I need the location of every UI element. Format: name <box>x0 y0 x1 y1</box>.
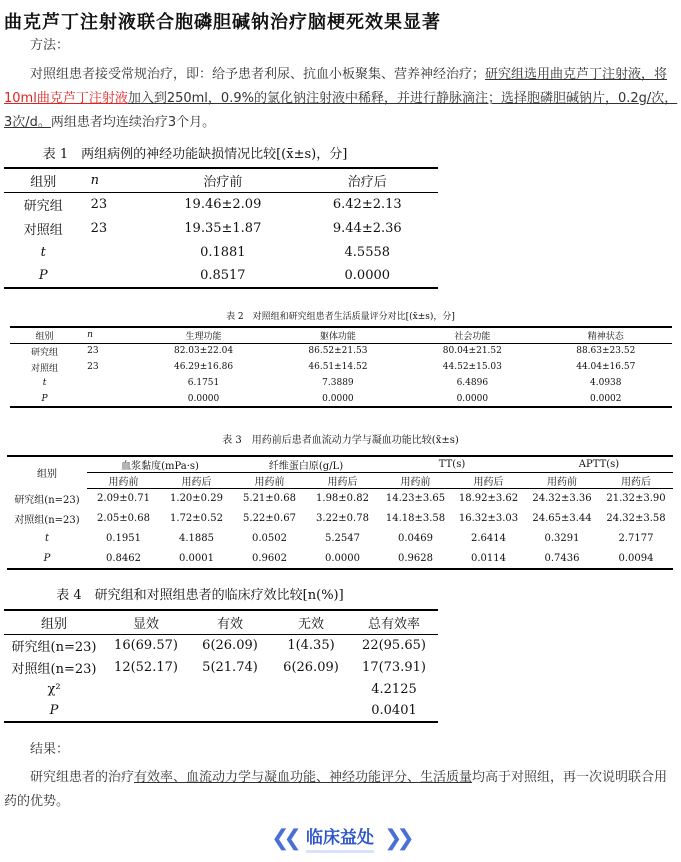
table3-sub-row <box>7 473 673 489</box>
table-cell: 0.0000 <box>306 549 379 569</box>
results-paragraph <box>4 766 678 814</box>
table-cell <box>83 240 150 264</box>
table3-group: TT(s) <box>379 456 525 473</box>
table3-group: 纤维蛋白原(g/L) <box>233 456 379 473</box>
table-cell: 88.63±23.52 <box>576 346 636 357</box>
table2-header: 生理功能 <box>136 327 270 343</box>
table-cell: 0.9602 <box>233 549 306 569</box>
table-cell: 0.0094 <box>599 549 673 569</box>
table-cell: 6.42±2.13 <box>332 196 402 212</box>
table4-header: 显效 <box>104 610 188 634</box>
table3-subheader: 用药后 <box>452 473 525 489</box>
methods-study-detail: 加入到250ml，0.9%的氯化钠注射液中稀释，并进行静脉滴注；选择胞磷胆碱钠片，0.2g/次，3次/d。 <box>4 91 678 130</box>
table-cell: 研究组(n=23) <box>11 639 97 655</box>
table-cell: P <box>10 391 79 407</box>
methods-duration: 两组患者均连续治疗3个月。 <box>50 115 216 130</box>
table-cell: 0.3291 <box>544 533 580 544</box>
table-row <box>4 192 438 216</box>
table-cell: 7.3889 <box>322 378 354 388</box>
table1-header-row <box>4 168 438 192</box>
table-cell: 24.32±3.58 <box>606 513 666 524</box>
table2-header: n <box>79 327 136 343</box>
table-cell: 2.6414 <box>471 533 506 544</box>
table2-header: 社会功能 <box>405 327 539 343</box>
table-cell: 6.1751 <box>187 378 220 388</box>
table-cell: 6(26.09) <box>202 637 258 653</box>
table4 <box>4 609 438 723</box>
table2-header: 躯体功能 <box>271 327 405 343</box>
chevron-right-icon: ❯❯ <box>384 825 409 851</box>
table1-caption: 表 1 两组病例的神经功能缺损情况比较[(x̄±s)，分] <box>42 147 348 162</box>
table-cell: 0.8462 <box>87 549 160 569</box>
table-cell: 0.0114 <box>452 549 525 569</box>
table-cell: 23 <box>90 220 108 236</box>
methods-paragraph <box>4 63 678 135</box>
table-cell: 46.51±14.52 <box>308 362 368 372</box>
table-cell: 5.22±0.67 <box>243 513 296 524</box>
table-row <box>4 656 438 678</box>
table-cell: 5(21.74) <box>202 659 258 675</box>
table-row <box>7 529 673 549</box>
table-row <box>4 678 438 700</box>
table-cell: t <box>42 378 47 388</box>
table1-header: 治疗后 <box>297 168 438 192</box>
table-cell: 5.21±0.68 <box>243 493 296 505</box>
table1-header: 组别 <box>4 168 83 192</box>
table-cell: 研究组 <box>31 347 59 358</box>
table-cell: P <box>4 264 83 288</box>
results-lead: 研究组患者的治疗 <box>30 770 135 785</box>
table-cell: 0.7436 <box>525 549 599 569</box>
table-cell: 12(52.17) <box>114 659 178 675</box>
table3 <box>7 455 673 570</box>
results-metrics: 有效率、血流动力学与凝血功能、神经功能评分、生活质量 <box>134 770 473 785</box>
table3-group: APTT(s) <box>525 456 673 473</box>
table-cell: 对照组(n=23) <box>14 515 80 526</box>
methods-dose-highlight: 10ml曲克芦丁注射液 <box>4 91 128 106</box>
table-cell: 0.0401 <box>350 700 438 722</box>
table-cell: 2.09±0.71 <box>97 493 150 505</box>
table4-header: 总有效率 <box>350 610 438 634</box>
table3-subheader: 用药后 <box>160 473 233 489</box>
table-cell <box>188 678 272 700</box>
table-cell: 0.9628 <box>379 549 452 569</box>
table-cell: 16.32±3.03 <box>458 513 519 524</box>
table-row <box>7 489 673 509</box>
table3-group-row <box>7 456 673 473</box>
table4-header-row <box>4 610 438 634</box>
table-cell: 44.04±16.57 <box>576 362 636 372</box>
table-cell: 14.18±3.58 <box>385 513 446 524</box>
table-cell: 9.44±2.36 <box>332 220 402 236</box>
table-cell <box>79 391 136 407</box>
table-cell: 21.32±3.90 <box>606 493 666 505</box>
table-cell: 4.1885 <box>179 533 214 544</box>
table-cell: 82.03±22.04 <box>173 346 234 357</box>
table-cell: 17(73.91) <box>362 659 426 675</box>
table-cell: 19.46±2.09 <box>184 196 262 212</box>
chevron-left-icon: ❮❮ <box>271 825 296 851</box>
results-conclusion: 均高于对照组，再一次说明联合用药的优势。 <box>4 770 668 809</box>
table-cell: 4.2125 <box>371 681 417 697</box>
table-row <box>10 375 672 391</box>
table-cell: χ² <box>47 681 61 697</box>
table3-header: 组别 <box>7 456 87 489</box>
table-cell: 对照组(n=23) <box>11 661 97 677</box>
table-cell: 研究组 <box>23 198 63 214</box>
table-cell: 1(4.35) <box>287 637 335 653</box>
table-cell: 0.0001 <box>160 549 233 569</box>
table-cell: 44.52±15.03 <box>442 362 502 372</box>
clinical-benefit-banner[interactable] <box>268 822 412 854</box>
article-title: 曲克芦丁注射液联合胞磷胆碱钠治疗脑梗死效果显著 <box>4 12 441 33</box>
table-cell: 2.05±0.68 <box>97 513 150 524</box>
table-cell <box>272 700 350 722</box>
table-cell: 对照组 <box>23 222 63 238</box>
table-cell: 14.23±3.65 <box>385 493 446 505</box>
table-cell: P <box>4 700 104 722</box>
table-cell <box>272 678 350 700</box>
table-row <box>10 359 672 375</box>
table2-header: 组别 <box>10 327 79 343</box>
table-cell: 1.72±0.52 <box>170 513 223 524</box>
table-cell: t <box>40 244 46 260</box>
table-cell: 0.1951 <box>106 533 141 544</box>
table-cell <box>188 700 272 722</box>
table1-header: 治疗前 <box>149 168 296 192</box>
table-cell: 23 <box>90 196 108 212</box>
table-cell: 80.04±21.52 <box>442 346 502 357</box>
table-cell: 23 <box>87 362 99 372</box>
table-cell: 24.65±3.44 <box>532 513 592 524</box>
table-cell: 4.0938 <box>590 378 622 388</box>
table3-subheader: 用药前 <box>525 473 599 489</box>
table-cell: 0.0000 <box>271 391 405 407</box>
banner-label: 临床益处 <box>306 823 374 853</box>
table-cell: 0.0502 <box>252 533 287 544</box>
table4-header: 有效 <box>188 610 272 634</box>
table-cell: 6.4896 <box>456 378 489 388</box>
table-row <box>4 264 438 288</box>
table2-header: 精神状态 <box>540 327 672 343</box>
table1 <box>4 167 438 289</box>
table-cell: 0.1881 <box>200 244 246 260</box>
table-row <box>4 216 438 240</box>
table-cell: 46.29±16.86 <box>173 362 234 372</box>
table-cell <box>83 264 150 288</box>
table-cell: t <box>44 533 50 544</box>
methods-heading: 方法： <box>30 38 70 53</box>
results-heading: 结果： <box>30 742 70 757</box>
table-row <box>7 549 673 569</box>
table-row <box>4 634 438 656</box>
table3-subheader: 用药后 <box>306 473 379 489</box>
table-cell: 5.2547 <box>325 533 360 544</box>
table-cell: 0.0000 <box>297 264 438 288</box>
table-cell: 4.5558 <box>344 244 391 260</box>
table3-subheader: 用药前 <box>87 473 160 489</box>
table-cell: 1.98±0.82 <box>316 493 369 505</box>
table-cell: P <box>7 549 87 569</box>
table-cell: 18.92±3.62 <box>458 493 519 505</box>
table2-header-row <box>10 327 672 343</box>
table-cell: 19.35±1.87 <box>184 220 262 236</box>
table4-caption: 表 4 研究组和对照组患者的临床疗效比较[n(%)] <box>56 588 344 603</box>
table2-caption: 表 2 对照组和研究组患者生活质量评分对比[(x̄±s)，分] <box>226 312 455 322</box>
table3-group: 血浆黏度(mPa·s) <box>87 456 233 473</box>
table-row <box>4 240 438 264</box>
table-cell: 0.0002 <box>540 391 672 407</box>
table3-subheader: 用药前 <box>379 473 452 489</box>
table-cell: 6(26.09) <box>283 659 339 675</box>
table-cell: 1.20±0.29 <box>170 493 223 505</box>
table3-subheader: 用药前 <box>233 473 306 489</box>
table-cell <box>104 678 188 700</box>
table-cell: 24.32±3.36 <box>532 493 592 505</box>
table-cell: 0.0000 <box>405 391 539 407</box>
table-cell <box>79 375 136 391</box>
table-row <box>10 343 672 359</box>
table4-header: 组别 <box>4 610 104 634</box>
table-cell: 86.52±21.53 <box>308 346 368 357</box>
table-row <box>7 509 673 529</box>
table-row <box>10 391 672 407</box>
table-cell: 22(95.65) <box>362 637 426 653</box>
table4-header: 无效 <box>272 610 350 634</box>
methods-control: 对照组患者接受常规治疗，即：给予患者利尿、抗血小板聚集、营养神经治疗； <box>30 67 486 82</box>
table-cell: 0.0000 <box>136 391 270 407</box>
table-cell: 3.22±0.78 <box>316 513 369 524</box>
table-cell: 0.8517 <box>149 264 296 288</box>
table-row <box>4 700 438 722</box>
table-cell: 0.0469 <box>398 533 433 544</box>
table-cell: 16(69.57) <box>114 637 178 653</box>
table2 <box>10 326 672 408</box>
table3-caption: 表 3 用药前后患者血流动力学与凝血功能比较(x̄±s) <box>222 435 459 446</box>
table1-header: n <box>83 168 150 192</box>
table3-subheader: 用药后 <box>599 473 673 489</box>
table-cell: 对照组 <box>31 363 59 374</box>
table-cell: 23 <box>87 346 99 357</box>
table-cell: 研究组(n=23) <box>14 495 80 506</box>
table-cell <box>104 700 188 722</box>
methods-study-lead: 研究组选用曲克芦丁注射液，将 <box>485 67 668 82</box>
table-cell: 2.7177 <box>618 533 654 544</box>
